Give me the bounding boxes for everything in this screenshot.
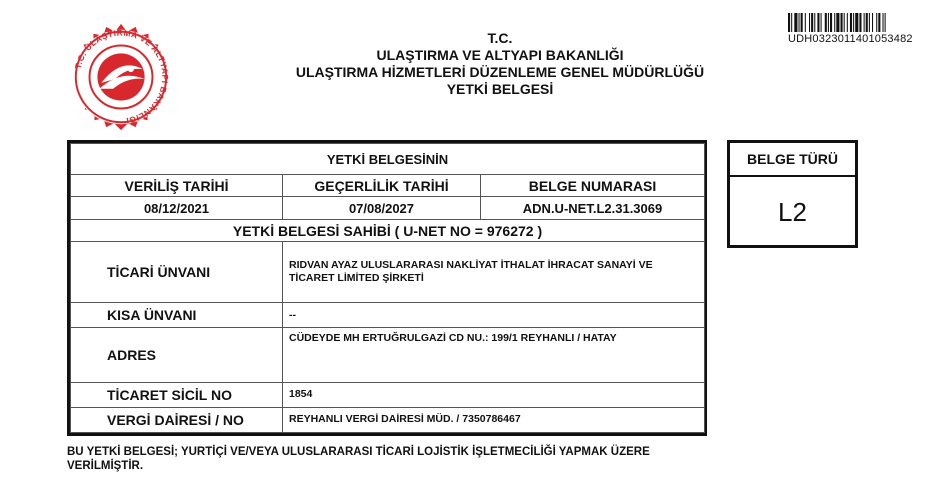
document-number-header: BELGE NUMARASI [481, 175, 705, 197]
trade-registry-value: 1854 [283, 382, 705, 407]
table-row [71, 382, 705, 407]
short-name-value: -- [283, 303, 705, 328]
table-row [71, 328, 705, 382]
table-row [71, 242, 705, 303]
barcode-block [788, 13, 933, 45]
issue-date-header: VERİLİŞ TARİHİ [71, 175, 283, 197]
validity-date-header: GEÇERLİLİK TARİHİ [283, 175, 481, 197]
validity-date-value: 07/08/2027 [283, 197, 481, 220]
issue-date-value: 08/12/2021 [71, 197, 283, 220]
document-type-value: L2 [778, 196, 807, 227]
trade-name-label: TİCARİ ÜNVANI [71, 242, 283, 303]
short-name-label: KISA ÜNVANI [71, 303, 283, 328]
header-tc: T.C. [487, 30, 513, 46]
certificate-table [70, 143, 705, 433]
tax-office-value: REYHANLI VERGİ DAİRESİ MÜD. / 7350786467 [283, 407, 705, 432]
document-number-value: ADN.U-NET.L2.31.3069 [481, 197, 705, 220]
trade-name-value: RIDVAN AYAZ ULUSLARARASI NAKLİYAT İTHALAT İHRACAT SANAYİ VE TİCARET LİMİTED ŞİRKETİ [283, 242, 705, 303]
barcode-number: UDH0323011401053482 [788, 33, 913, 45]
table-row [71, 407, 705, 432]
address-cell [283, 328, 705, 382]
table-row [71, 303, 705, 328]
address-label: ADRES [71, 328, 283, 382]
header-document-title: YETKİ BELGESİ [446, 81, 554, 97]
header-ministry: ULAŞTIRMA VE ALTYAPI BAKANLIĞI [376, 47, 624, 63]
ministry-seal-logo [62, 18, 180, 136]
seal-text: T.C. ULAŞTIRMA VE ALTYAPI BAKANLIĞI [72, 27, 171, 126]
tax-office-label: VERGİ DAİRESİ / NO [71, 407, 283, 432]
document-type-label: BELGE TÜRÜ [730, 143, 855, 177]
certificate-title: YETKİ BELGESİNİN [71, 144, 705, 175]
trade-registry-label: TİCARET SİCİL NO [71, 382, 283, 407]
header-directorate: ULAŞTIRMA HİZMETLERİ DÜZENLEME GENEL MÜDÜRLÜĞÜ [295, 64, 705, 80]
barcode-icon [788, 13, 933, 32]
document-type-box [727, 140, 858, 248]
address-value: CÜDEYDE MH ERTUĞRULGAZİ CD NU.: 199/1 REYHANLI / HATAY [289, 332, 617, 345]
holder-title: YETKİ BELGESİ SAHİBİ ( U-NET NO = 976272 ) [71, 220, 705, 242]
document-header [250, 30, 750, 98]
footer-statement: BU YETKİ BELGESİ; YURTİÇİ VE/VEYA ULUSLARARASI TİCARİ LOJİSTİK İŞLETMECİLİĞİ YAPMAK ÜZERE VERİLMİŞTİR. [67, 446, 650, 472]
certificate-table-box [67, 140, 707, 436]
